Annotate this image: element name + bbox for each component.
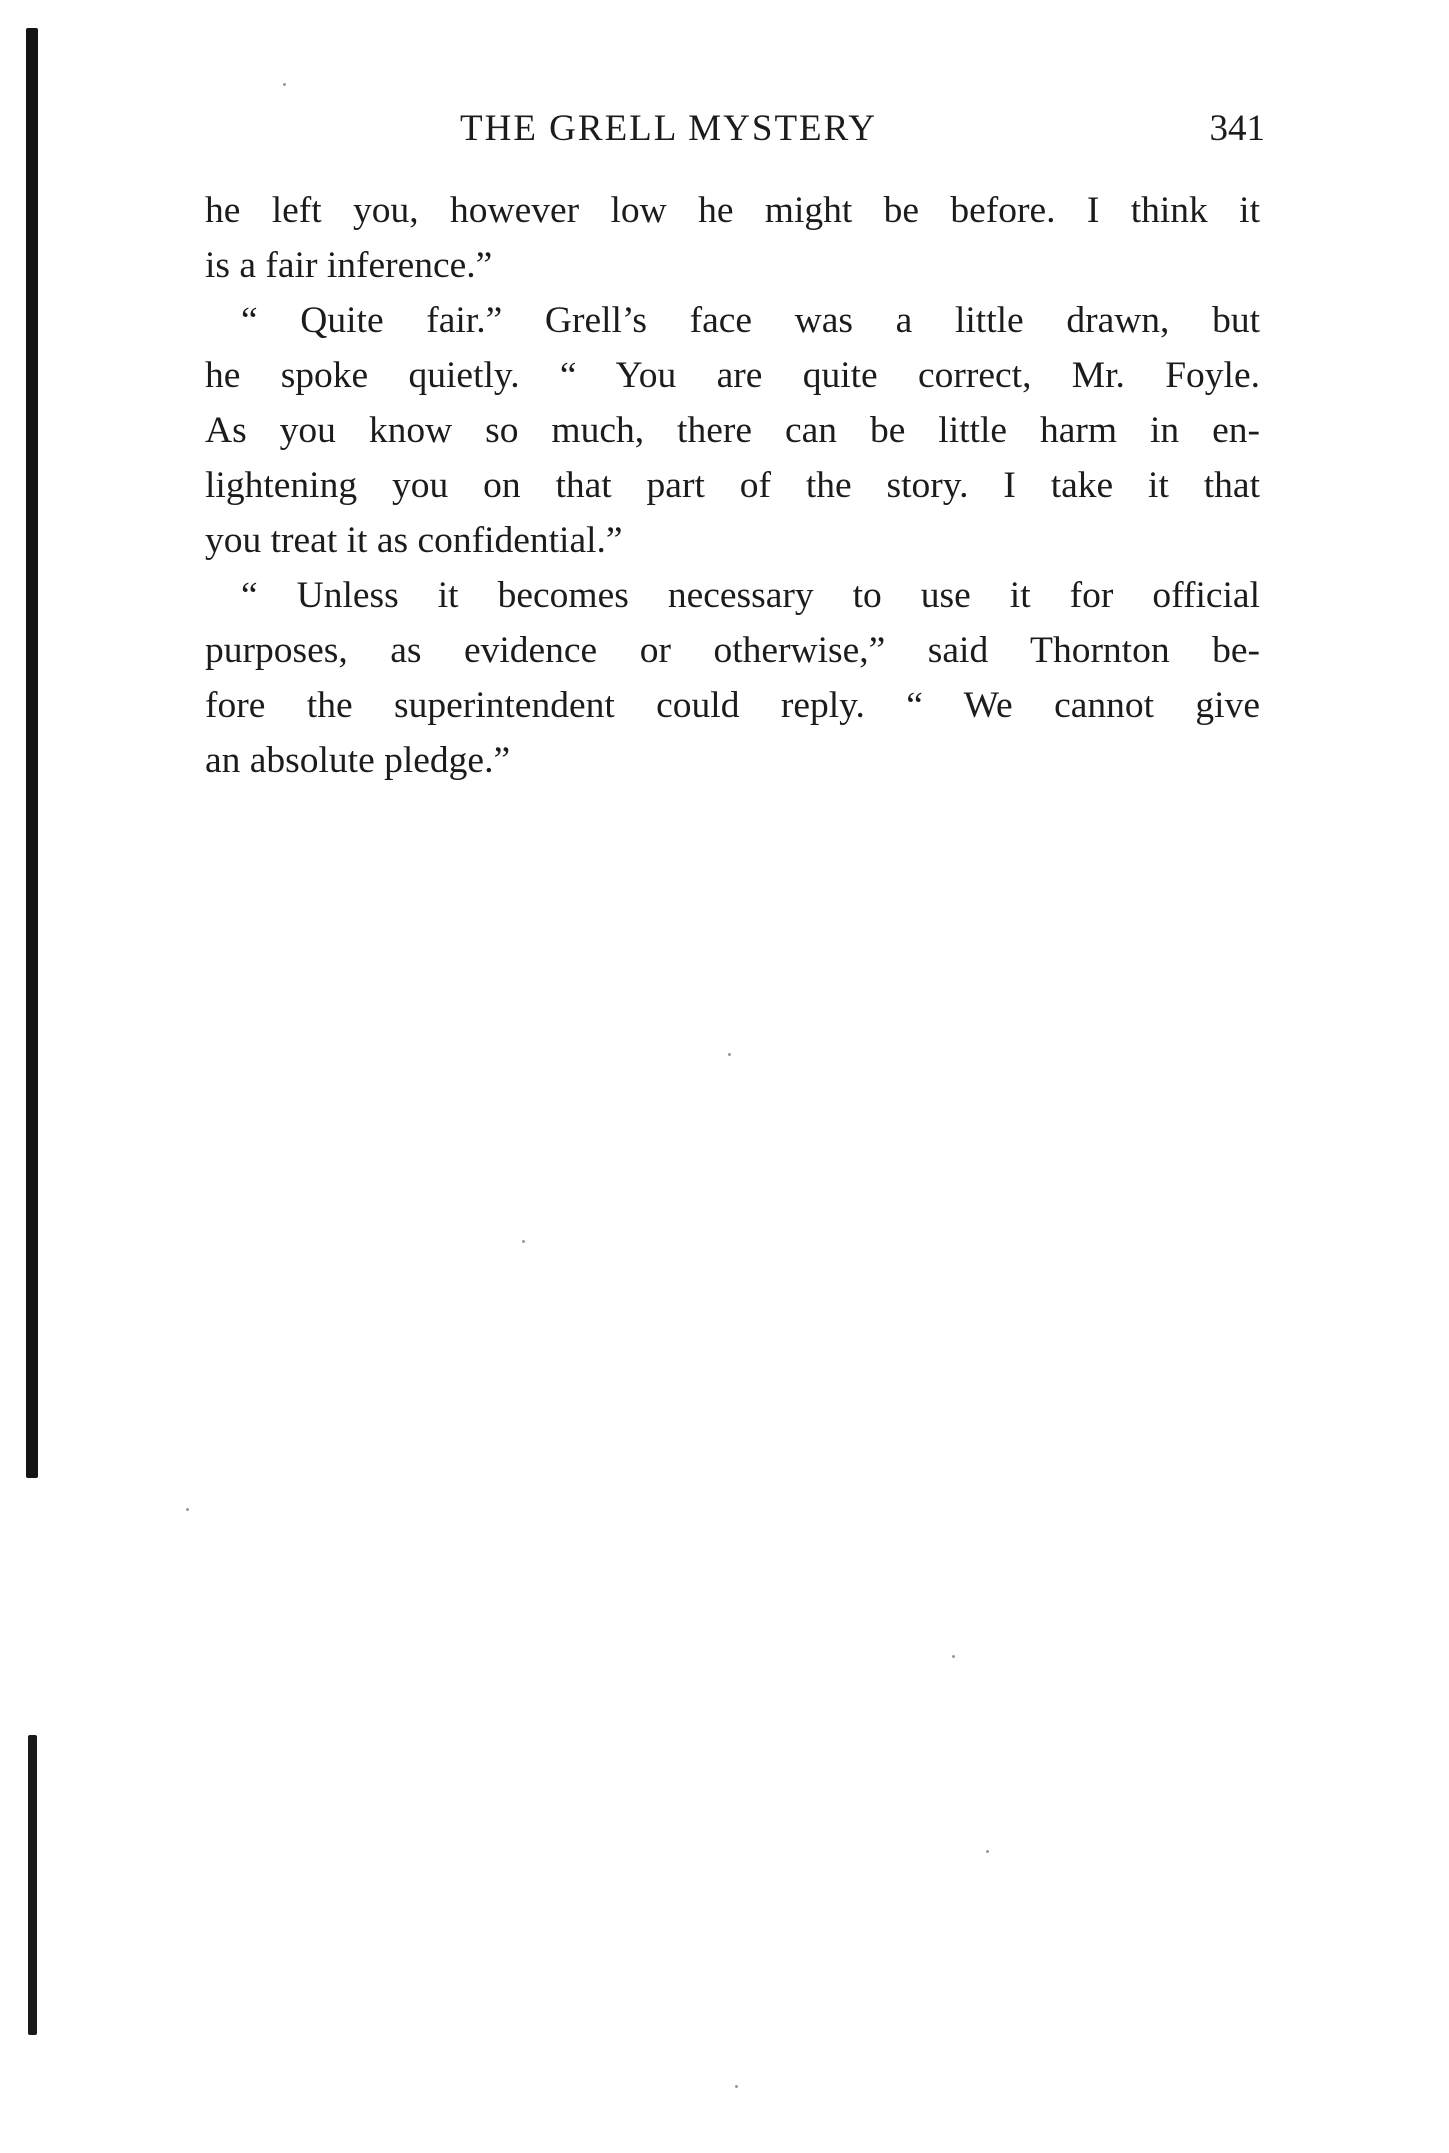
scan-speck <box>986 1850 989 1853</box>
scan-speck <box>952 1655 955 1658</box>
text-line: an absolute pledge.” <box>205 740 511 781</box>
page-number: 341 <box>1209 108 1265 149</box>
running-head <box>205 107 1265 157</box>
text-line: he spoke quietly. “ You are quite correct, Mr. Foyle. <box>205 355 1260 396</box>
paragraph <box>205 183 1260 293</box>
body-text <box>205 183 1260 788</box>
paragraph <box>205 568 1260 788</box>
scan-speck <box>186 1508 189 1511</box>
text-line: he left you, however low he might be before. I think it <box>205 190 1260 231</box>
scan-speck <box>728 1053 731 1056</box>
text-line: “ Unless it becomes necessary to use it for official <box>241 575 1260 616</box>
scan-gutter-shadow-lower <box>28 1735 37 2035</box>
scan-speck <box>522 1240 525 1243</box>
text-line: fore the superintendent could reply. “ We cannot give <box>205 685 1260 726</box>
text-line: As you know so much, there can be little harm in en- <box>205 410 1260 451</box>
running-head-title: THE GRELL MYSTERY <box>460 108 878 149</box>
scan-gutter-shadow <box>26 28 38 1478</box>
scan-speck <box>283 83 286 86</box>
scan-speck <box>735 2085 738 2088</box>
text-line: lightening you on that part of the story. I take it that <box>205 465 1260 506</box>
text-line: “ Quite fair.” Grell’s face was a little drawn, but <box>241 300 1260 341</box>
text-line: is a fair inference.” <box>205 245 493 286</box>
text-line: you treat it as confidential.” <box>205 520 623 561</box>
paragraph <box>205 293 1260 568</box>
text-line: purposes, as evidence or otherwise,” said Thornton be- <box>205 630 1260 671</box>
